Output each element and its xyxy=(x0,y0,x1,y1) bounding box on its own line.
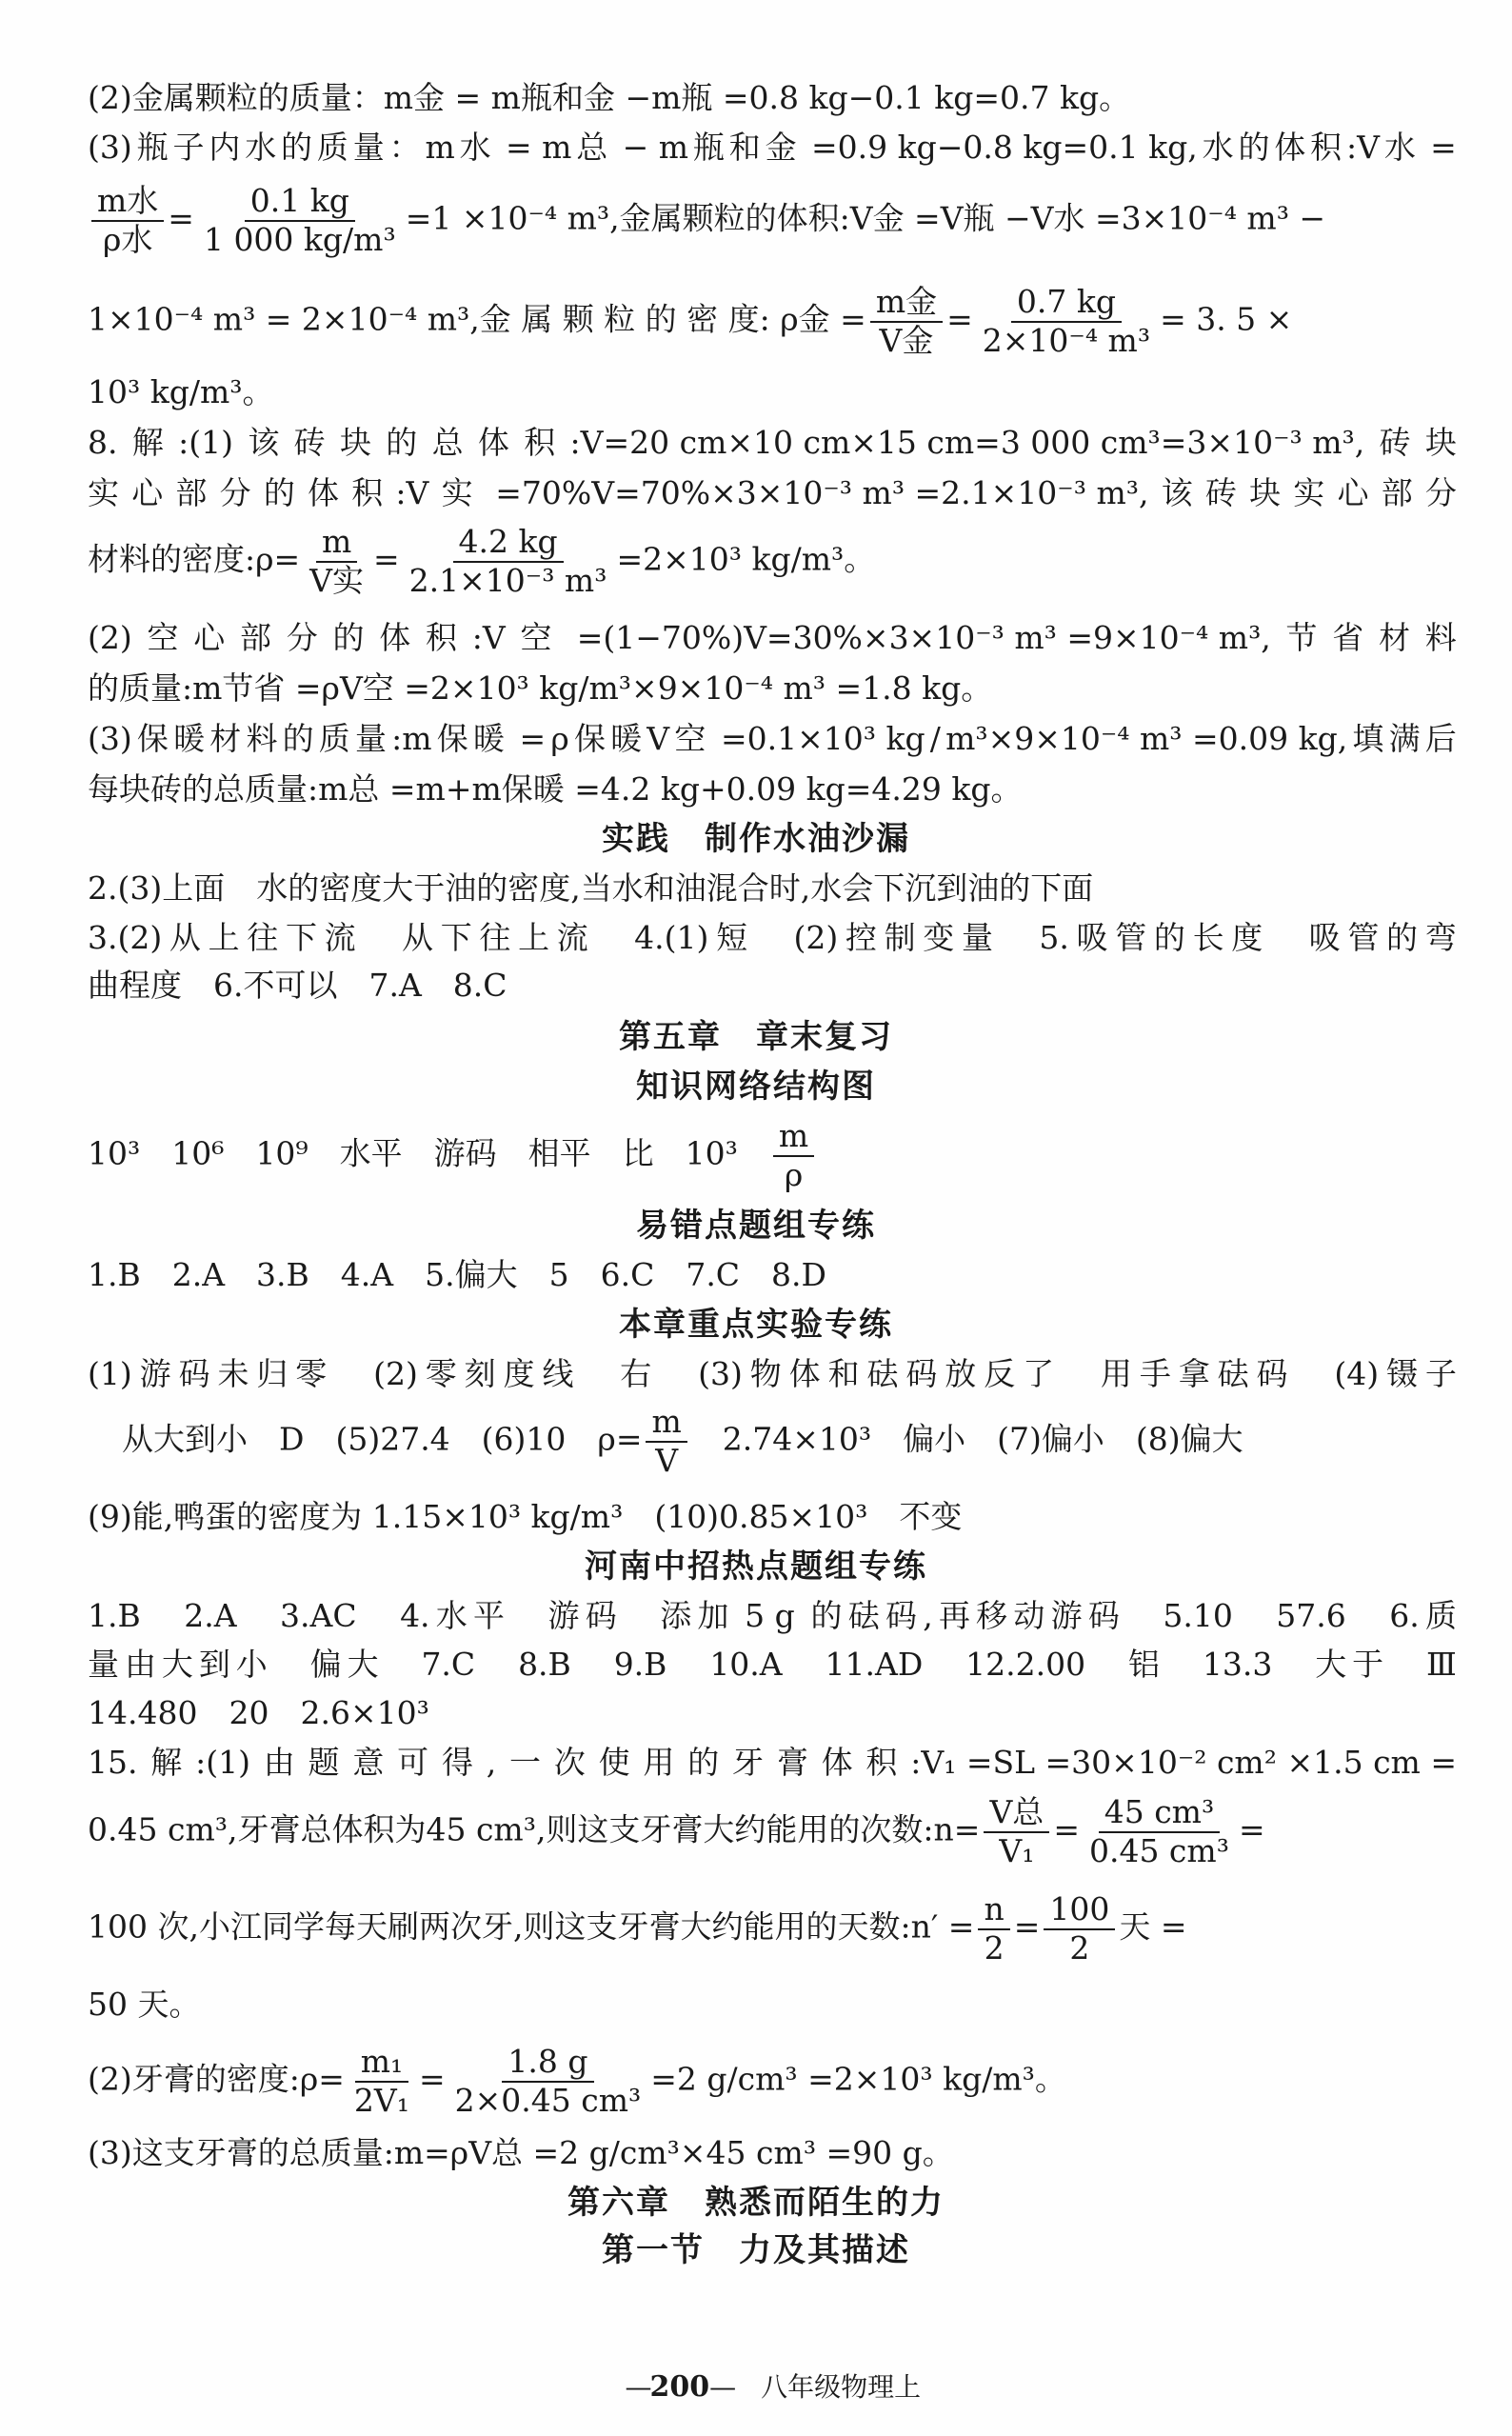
section-heading-error-prone: 易错点题组专练 xyxy=(636,1207,876,1245)
answer-henan-15-days: 100 次,小江同学每天刷两次牙,则这支牙膏大约能用的天数:n′ = $\frac{n}{2}$ = $\frac{100}{2}$ 天 = xyxy=(88,1890,1187,1967)
answer-line-water-volume: $\frac{\text{m水}}{\text{ρ水}}$ = $\frac{0.1 kg}{\text{1 000 kg/m³}}$ =1 ×10⁻⁴ m³,金属颗粒的体积:V金 =V瓶 −V水 =3×10⁻⁴ m³ − xyxy=(88,185,1457,256)
chapter-heading-review: 第五章 章末复习 xyxy=(619,1018,893,1056)
fraction-water-volume-formula: $\frac{\text{m水}}{\text{ρ水}}$ xyxy=(91,185,164,256)
section-heading-key-experiments: 本章重点实验专练 xyxy=(619,1306,893,1344)
answer-experiments-1-4: (1) 游 码 未 归 零 (2) 零 刻 度 线 右 (3) 物 体 和 砝 码 放 反 了 用 手 拿 砝 码 (4) 镊 子 xyxy=(88,1355,1457,1392)
answer-line-water-mass: (3) 瓶 子 内 水 的 质 量 ： m 水 = m 总 − m 瓶 和 金 =0.9 kg−0.8 kg=0.1 kg, 水 的 体 积 :V 水 = xyxy=(88,129,1457,166)
answer-line-metal-mass: (2)金属颗粒的质量：m金 = m瓶和金 −m瓶 =0.8 kg−0.1 kg=0.7 kg。 xyxy=(88,79,1131,116)
answer-q8-saved-mass: 的质量:m节省 =ρV空 =2×10³ kg/m³×9×10⁻⁴ m³ =1.8 kg。 xyxy=(88,669,993,707)
fraction-toothpaste-density-value: $\frac{1.8 g}{\text{2×0.45 cm³}}$ xyxy=(454,2043,642,2119)
fraction-use-count-formula: $\frac{\text{V总}}{\text{V₁}}$ xyxy=(984,1796,1049,1867)
section-heading-practice: 实践 制作水油沙漏 xyxy=(602,820,910,858)
fraction-density-definition: $\frac{m}{\rho}$ xyxy=(773,1120,814,1191)
section-heading-knowledge-map: 知识网络结构图 xyxy=(636,1068,876,1106)
fraction-days-formula: $\frac{n}{2}$ xyxy=(978,1893,1009,1965)
answer-line-metal-density: 1×10⁻⁴ m³ = 2×10⁻⁴ m³,金 属 颗 粒 的 密 度: ρ金 = $\frac{\text{m金}}{\text{V金}}$ = $\frac{0.7 kg}{\text{2×10⁻⁴ m³}}$ = 3. 5 × xyxy=(88,283,1293,359)
fraction-metal-density-formula: $\frac{\text{m金}}{\text{V金}}$ xyxy=(870,286,943,357)
fraction-days-value: $\frac{100}{2}$ xyxy=(1044,1893,1115,1965)
fraction-use-count-value: $\frac{\text{45 cm³}}{\text{0.45 cm³}}$ xyxy=(1088,1793,1229,1869)
answer-q8-total-mass: 每块砖的总质量:m总 =m+m保暖 =4.2 kg+0.09 kg=4.29 kg。 xyxy=(88,770,1023,808)
answer-henan-15-days-result: 50 天。 xyxy=(88,1986,201,2023)
answer-line-density-unit: 10³ kg/m³。 xyxy=(88,373,274,410)
answer-practice-q6-8: 曲程度 6.不可以 7.A 8.C xyxy=(88,967,507,1004)
answer-henan-15-total-mass: (3)这支牙膏的总质量:m=ρV总 =2 g/cm³×45 cm³ =90 g。 xyxy=(88,2134,954,2171)
answer-henan-1-6: 1.B 2.A 3.AC 4. 水 平 游 码 添 加 5 g 的 砝 码 , 再 移 动 游 码 5.10 57.6 6. 质 xyxy=(88,1597,1457,1634)
answer-henan-15-volume: 15. 解 :(1) 由 题 意 可 得 , 一 次 使 用 的 牙 膏 体 积 :V₁ =SL =30×10⁻² cm² ×1.5 cm = xyxy=(88,1744,1457,1781)
section-heading-henan-exam: 河南中招热点题组专练 xyxy=(585,1547,927,1586)
answer-practice-q2: 2.(3)上面 水的密度大于油的密度,当水和油混合时,水会下沉到油的下面 xyxy=(88,869,1094,907)
answer-q8-brick-volume: 8. 解 :(1) 该 砖 块 的 总 体 积 :V=20 cm×10 cm×15 cm=3 000 cm³=3×10⁻³ m³, 砖 块 xyxy=(88,424,1457,461)
fraction-material-density-formula: $\frac{m}{\text{V实}}$ xyxy=(309,523,365,599)
page-footer: —200— 八年级物理上 xyxy=(625,2370,922,2404)
answer-henan-14: 14.480 20 2.6×10³ xyxy=(88,1694,429,1731)
book-title: 八年级物理上 xyxy=(761,2371,922,2403)
answer-experiments-4-8: 从大到小 D (5)27.4 (6)10 ρ= $\frac{m}{V}$ 2.74×10³ 偏小 (7)偏小 (8)偏大 xyxy=(122,1403,1243,1479)
answer-practice-q3-5: 3.(2) 从 上 往 下 流 从 下 往 上 流 4.(1) 短 (2) 控 制 变 量 5. 吸 管 的 长 度 吸 管 的 弯 xyxy=(88,919,1457,956)
fraction-toothpaste-density-formula: $\frac{\text{m₁}}{\text{2V₁}}$ xyxy=(353,2043,409,2119)
fraction-water-volume-value: $\frac{0.1 kg}{\text{1 000 kg/m³}}$ xyxy=(203,182,396,258)
answer-henan-15-density: (2)牙膏的密度:ρ= $\frac{\text{m₁}}{\text{2V₁}}$ = $\frac{1.8 g}{\text{2×0.45 cm³}}$ =2 g/cm³ =2×10³ kg/m³。 xyxy=(88,2043,1066,2119)
fraction-material-density-value: $\frac{4.2 kg}{\text{2.1×10⁻³ m³}}$ xyxy=(408,523,607,599)
fraction-density-formula: $\frac{m}{V}$ xyxy=(646,1406,686,1477)
answer-q8-hollow-volume: (2) 空 心 部 分 的 体 积 :V 空 =(1−70%)V=30%×3×10⁻³ m³ =9×10⁻⁴ m³, 节 省 材 料 xyxy=(88,619,1457,656)
page-number: 200 xyxy=(649,2370,710,2404)
answer-henan-15-times: 0.45 cm³,牙膏总体积为45 cm³,则这支牙膏大约能用的次数:n= $\frac{\text{V总}}{\text{V₁}}$ = $\frac{\text{45 cm³}}{\text{0.45 cm³}}$ = xyxy=(88,1793,1265,1869)
chapter-heading-force: 第六章 熟悉而陌生的力 xyxy=(567,2184,945,2222)
answer-q8-insulation-mass: (3) 保 暖 材 料 的 质 量 :m 保 暖 = ρ 保 暖 V 空 =0.1×10³ kg / m³×9×10⁻⁴ m³ =0.09 kg, 填 满 后 xyxy=(88,720,1457,757)
answer-henan-6-13: 量 由 大 到 小 偏 大 7.C 8.B 9.B 10.A 11.AD 12.2.00 铝 13.3 大 于 Ⅲ xyxy=(88,1646,1457,1683)
section-heading-force-description: 第一节 力及其描述 xyxy=(602,2231,910,2269)
answer-q8-material-density: 材料的密度:ρ= $\frac{m}{\text{V实}}$ = $\frac{4.2 kg}{\text{2.1×10⁻³ m³}}$ =2×10³ kg/m³。 xyxy=(88,523,876,599)
fraction-metal-density-value: $\frac{0.7 kg}{\text{2×10⁻⁴ m³}}$ xyxy=(982,283,1151,359)
answer-experiments-9-10: (9)能,鸭蛋的密度为 1.15×10³ kg/m³ (10)0.85×10³ 不变 xyxy=(88,1498,963,1535)
answer-q8-solid-volume: 实 心 部 分 的 体 积 :V 实 =70%V=70%×3×10⁻³ m³ =2.1×10⁻³ m³, 该 砖 块 实 心 部 分 xyxy=(88,474,1457,511)
answer-knowledge-map: 10³ 10⁶ 10⁹ 水平 游码 相平 比 10³ $\frac{m}{\rho}$ xyxy=(88,1120,1457,1191)
answer-error-prone: 1.B 2.A 3.B 4.A 5.偏大 5 6.C 7.C 8.D xyxy=(88,1256,826,1293)
